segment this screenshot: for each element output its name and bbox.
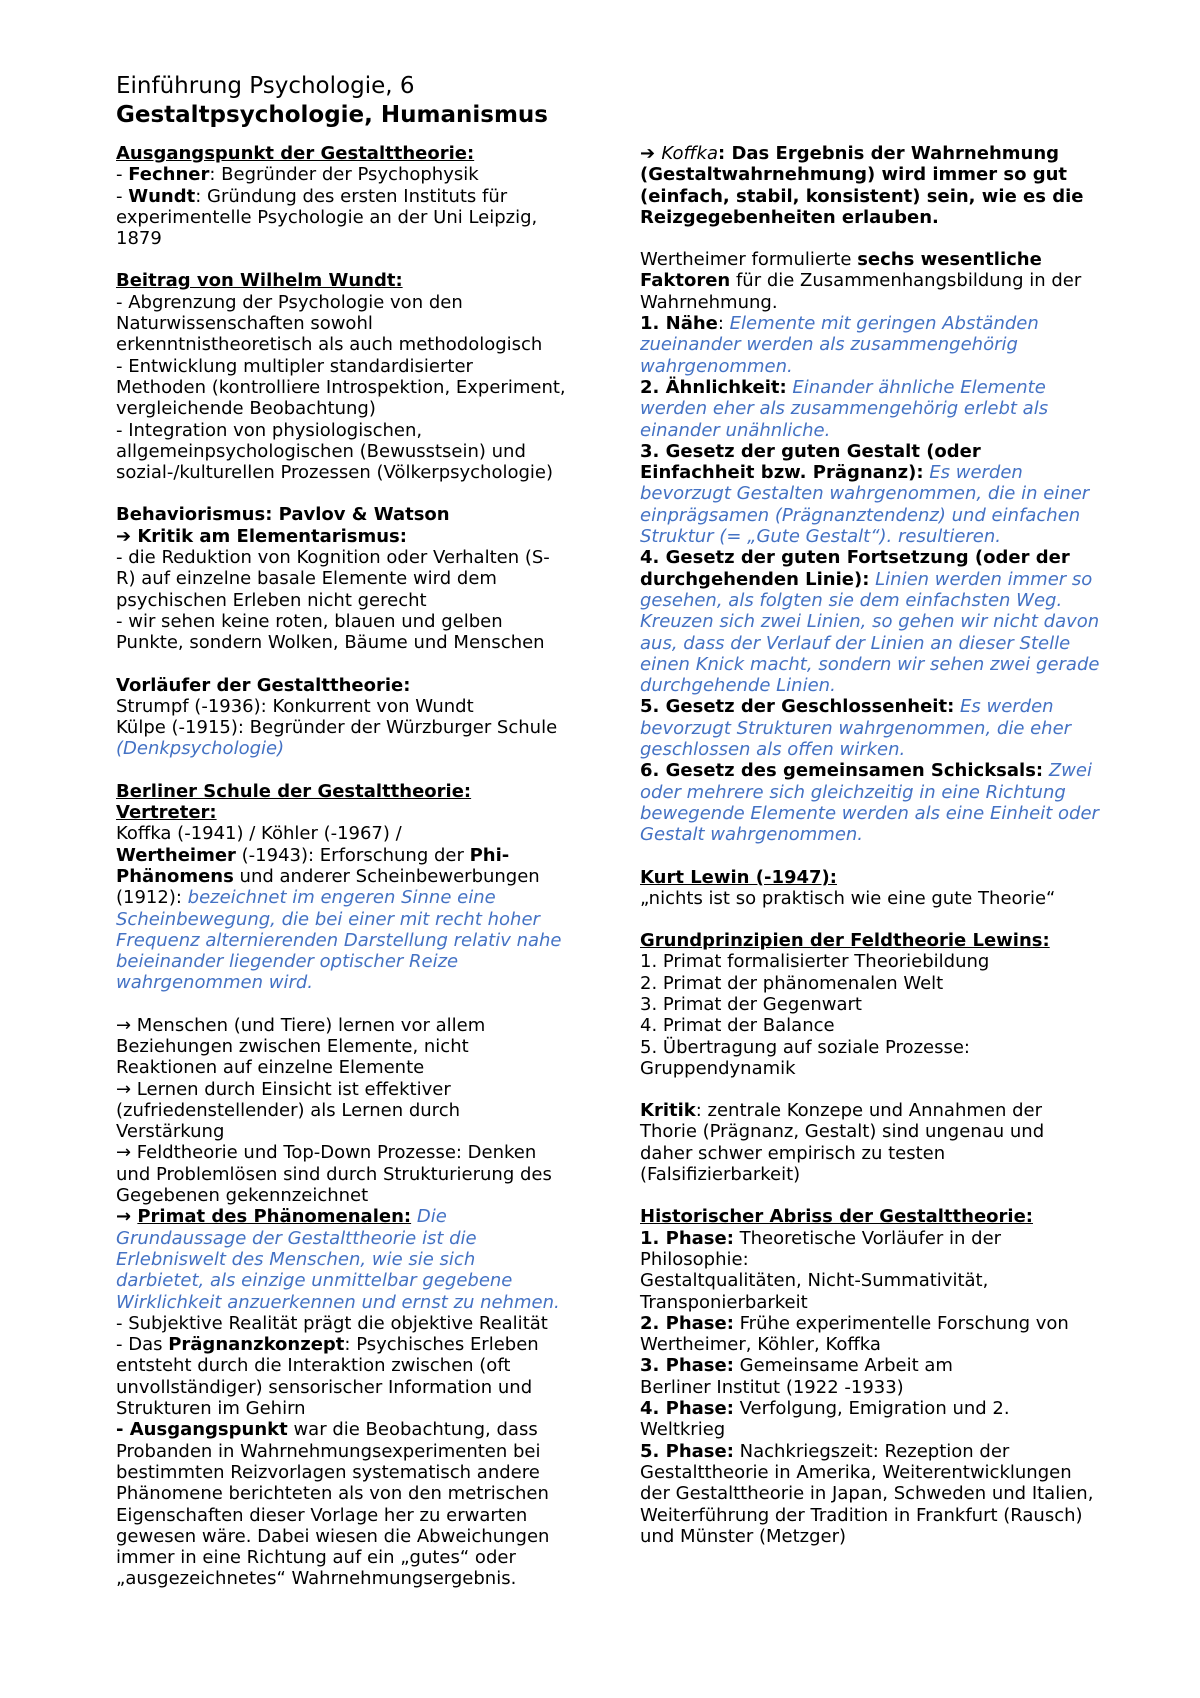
faktor-item (640, 441, 1100, 547)
faktor-text: Zwei oder mehrere sich gleichzeitig in eine Richtung bewegende Elemente werden als eine Einheit oder Gestalt wahrgenommen. (640, 760, 1099, 846)
heading-kurt-lewin: Kurt Lewin (-1947): (640, 866, 837, 888)
grundprinzip-item: 4. Primat der Balance (640, 1015, 835, 1037)
koffka-text: : Das Ergebnis der Wahrnehmung (Gestaltwahrnehmung) wird immer so gut (einfach, stabil, konsistent) sein, wie es die Reizgegebenheiten erlauben. (640, 143, 1084, 228)
faktor-item (640, 313, 1100, 377)
koffka-name: Koffka (661, 143, 718, 164)
faktor-head: 3. Gesetz der guten Gestalt (oder Einfachheit bzw. Prägnanz): (640, 440, 981, 484)
wundt-name: Wundt (128, 185, 196, 207)
phase-item (640, 1355, 1100, 1376)
grundprinzip-item: 2. Primat der phänomenalen Welt (640, 972, 944, 994)
arrow-item: → Lernen durch Einsicht ist effektiver (zufriedenstellender) als Lernen durch Verstärkung (116, 1078, 460, 1143)
vorlaeufer-denkpsychologie: (Denkpsychologie) (116, 738, 285, 760)
phase-head: 5. Phase: (640, 1440, 734, 1462)
phase-head: 3. Phase: (640, 1355, 734, 1377)
phase-item (640, 1228, 1100, 1271)
faktor-text: Elemente mit geringen Abständen zueinander werden als zusammengehörig wahrgenommen. (640, 313, 1039, 377)
fechner-line: - Fechner: Begründer der Psychophysik (116, 164, 479, 186)
faktor-item (640, 547, 1100, 696)
vertreter-line: Koffka (-1941) / Köhler (-1967) / (116, 823, 402, 845)
kritik-text: : zentrale Konzepe und Annahmen der Thorie (Prägnanz, Gestalt) sind ungenau und daher schwer empirisch zu testen (Falsifizierbarkeit) (640, 1100, 1045, 1186)
kritik-term: Kritik (640, 1100, 696, 1122)
kritik-paragraph (640, 1100, 1100, 1185)
praeg-term: Prägnanzkonzept (168, 1334, 345, 1356)
heading-berliner-schule: Berliner Schule der Gestalttheorie: (116, 780, 472, 802)
arrow-glyph: ➔ (640, 143, 662, 164)
faktoren-intro (640, 249, 1100, 313)
beitrag-item: - Integration von physiologischen, allgemeinpsychologischen (Bewusstsein) und sozial-/kulturellen Prozessen (Völkerpsychologie) (116, 419, 554, 484)
vorlaeufer-line: Külpe (-1915): Begründer der Würzburger Schule (116, 717, 558, 739)
faktor-text: Es werden bevorzugt Gestalten wahrgenommen, die in einer einprägsamen (Prägnanztendenz) und einfachen Struktur (= „Gute Gestalt“). resultieren. (640, 462, 1090, 548)
phase-head: 4. Phase: (640, 1398, 734, 1420)
arrow-glyph: → (116, 1206, 138, 1228)
faktor-head: 1. Nähe (640, 313, 718, 335)
ausgangspunkt-term: - Ausgangspunkt (116, 1419, 288, 1441)
phase-text: Frühe experimentelle Forschung von Wertheimer, Köhler, Koffka (640, 1312, 1069, 1356)
faktor-text: Linien werden immer so gesehen, als folgten sie dem einfachsten Weg. Kreuzen sich zwei Linien, so gehen wir nicht davon aus, dass der Verlauf der Linien an dieser Stelle einen Knick macht, sondern wir sehen zwei gerade durchgehende Linien. (640, 568, 1100, 697)
right-column (640, 143, 1100, 1547)
vorlaeufer-line: Strumpf (-1936): Konkurrent von Wundt (116, 695, 474, 717)
faktor-head: 4. Gesetz der guten Fortsetzung (oder der durchgehenden Linie): (640, 547, 1070, 590)
phase-extra: Berliner Institut (1922 -1933) (640, 1376, 904, 1398)
grundprinzip-item: 1. Primat formalisierter Theoriebildung (640, 951, 990, 973)
topic-title: Gestaltpsychologie, Humanismus (116, 102, 548, 128)
phase-head: 2. Phase: (640, 1312, 734, 1334)
wertheimer-text: (-1943): Erforschung der (235, 844, 470, 866)
heading-vorlaeufer: Vorläufer der Gestalttheorie: (116, 674, 411, 696)
faktor-head: 2. Ähnlichkeit: (640, 376, 787, 398)
grundprinzip-item: 5. Übertragung auf soziale Prozesse: Gruppendynamik (640, 1036, 970, 1079)
phase-text: Verfolgung, Emigration und 2. Weltkrieg (640, 1398, 1010, 1441)
phase-text: Gemeinsame Arbeit am (733, 1355, 953, 1377)
wundt-text: : Gründung des ersten Instituts für experimentelle Psychologie an der Uni Leipzig, 1879 (116, 185, 538, 250)
heading-behaviorismus: Behaviorismus: Pavlov & Watson (116, 504, 450, 526)
koffka-paragraph (640, 143, 1100, 228)
left-column (116, 143, 568, 1590)
primat-definition: Die Grundaussage der Gestalttheorie ist die Erlebniswelt des Menschen, wie sie sich darbietet, als einzige unmittelbar gegebene Wirklichkeit anzuerkennen und ernst zu nehmen. (116, 1206, 560, 1313)
heading-historischer-abriss: Historischer Abriss der Gestalttheorie: (640, 1206, 1033, 1228)
faktor-head: 6. Gesetz des gemeinsamen Schicksals: (640, 760, 1044, 782)
beitrag-item: - Entwicklung multipler standardisierter Methoden (kontrolliere Introspektion, Experiment, vergleichende Beobachtung) (116, 355, 566, 420)
wertheimer-name: Wertheimer (116, 844, 236, 866)
behaviorismus-item: - die Reduktion von Kognition oder Verhalten (S-R) auf einzelne basale Elemente wird dem psychischen Erleben nicht gerecht (116, 547, 550, 611)
phase-text: Theoretische Vorläufer in der Philosophie: (640, 1227, 1002, 1270)
phi-definition: bezeichnet im engeren Sinne eine Scheinbewegung, die bei einer mit recht hoher Frequenz alternierenden Darstellung relativ nahe beieinander liegender optischer Reize wahrgenommen wird. (116, 887, 562, 994)
faktor-text: Einander ähnliche Elemente werden eher als zusammengehörig erlebt als einander unähnliche. (640, 376, 1049, 441)
arrow-item: → Feldtheorie und Top-Down Prozesse: Denken und Problemlösen sind durch Strukturierung des Gegebenen gekennzeichnet (116, 1142, 552, 1207)
subjektive-realitaet: - Subjektive Realität prägt die objektive Realität (116, 1312, 548, 1334)
phase-item (640, 1313, 1100, 1356)
faktor-text: Es werden bevorzugt Strukturen wahrgenommen, die eher geschlossen als offen wirken. (640, 696, 1072, 761)
phase-item (640, 1441, 1100, 1547)
heading-beitrag-wundt: Beitrag von Wilhelm Wundt: (116, 270, 403, 292)
arrow-item: → Menschen (und Tiere) lernen vor allem Beziehungen zwischen Elemente, nicht Reaktionen auf einzelne Elemente (116, 1014, 486, 1079)
faktoren-intro-pre: Wertheimer formulierte (640, 249, 858, 271)
phase-extra: Gestaltqualitäten, Nicht-Summativität, Transponierbarkeit (640, 1270, 989, 1313)
phase-item (640, 1398, 1100, 1441)
faktor-item (640, 696, 1100, 760)
heading-ausgangspunkt: Ausgangspunkt der Gestalttheorie: (116, 143, 475, 164)
primat-heading: Primat des Phänomenalen: (137, 1206, 412, 1228)
grundprinzip-item: 3. Primat der Gegenwart (640, 993, 862, 1015)
wertheimer-paragraph (116, 845, 568, 994)
faktoren-intro-bold: sechs wesentliche Faktoren (640, 249, 1042, 292)
kritik-elementarismus: ➔ Kritik am Elementarismus: (116, 525, 407, 547)
course-title: Einführung Psychologie, 6 (116, 73, 415, 99)
praeg-text: : Psychisches Erleben entsteht durch die Interaktion zwischen (oft unvollständiger) sensorischer Information und Strukturen im Gehirn (116, 1334, 539, 1420)
praegnanzkonzept (116, 1334, 568, 1419)
faktoren-intro-post: für die Zusammenhangsbildung in der Wahrnehmung. (640, 270, 1082, 313)
title-block (116, 72, 548, 130)
beitrag-item: - Abgrenzung der Psychologie von den Naturwissenschaften sowohl erkenntnistheoretisch als auch methodologisch (116, 291, 543, 356)
heading-grundprinzipien: Grundprinzipien der Feldtheorie Lewins: (640, 930, 1050, 952)
faktor-sep: : (717, 313, 730, 335)
fechner-text: : Begründer der Psychophysik (209, 164, 479, 186)
heading-vertreter: Vertreter: (116, 802, 217, 824)
praeg-prefix: - Das (116, 1334, 169, 1356)
ausgangspunkt-paragraph (116, 1419, 568, 1589)
after-phi-text: und anderer Scheinbewerbungen (1912): (116, 865, 540, 909)
lewin-quote: „nichts ist so praktisch wie eine gute Theorie“ (640, 887, 1056, 909)
phase-text: Nachkriegszeit: Rezeption der Gestalttheorie in Amerika, Weiterentwicklungen der Gestalttheorie in Japan, Schweden und Italien, Weiterführung der Tradition in Frankfurt (Rausch) und Münster (Metzger) (640, 1440, 1094, 1547)
phi-phaenomen: Phi-Phänomens (116, 844, 510, 887)
ausgangspunkt-text: war die Beobachtung, dass Probanden in Wahrnehmungsexperimenten bei bestimmten Reizvorlagen systematisch andere Phänomene berichteten als von den metrischen Eigenschaften dieser Vorlage her zu erwarten gewesen wäre. Dabei wiesen die Abweichungen immer in eine Richtung auf ein „gutes“ oder „ausgezeichnetes“ Wahrnehmungsergebnis. (116, 1419, 550, 1590)
wundt-line: - Wundt: Gründung des ersten Instituts für experimentelle Psychologie an der Uni Leipzig, 1879 (116, 185, 538, 250)
phase-head: 1. Phase: (640, 1227, 734, 1249)
behaviorismus-item: - wir sehen keine roten, blauen und gelben Punkte, sondern Wolken, Bäume und Menschen (116, 610, 545, 654)
fechner-name: Fechner (128, 164, 210, 186)
faktor-item (640, 377, 1100, 441)
faktor-head: 5. Gesetz der Geschlossenheit: (640, 696, 955, 718)
faktor-item (640, 760, 1100, 845)
primat-phaenomenalen (116, 1206, 568, 1312)
